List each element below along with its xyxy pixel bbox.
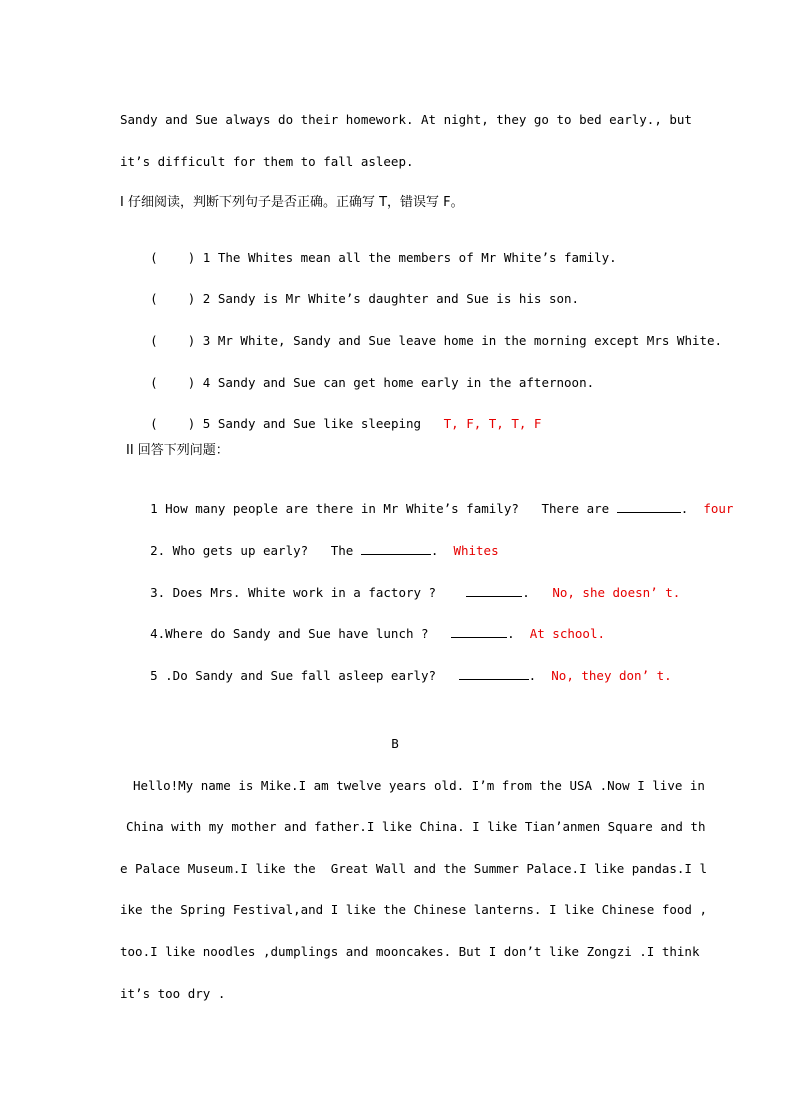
passage-b-line-3: e Palace Museum.I like the Great Wall and the Summer Palace.I like pandas.I l xyxy=(120,861,707,876)
answer-key: No, she doesn’ t. xyxy=(552,584,681,600)
question-2 xyxy=(120,530,499,570)
question-text: 1 How many people are there in Mr White’s family? xyxy=(150,500,519,516)
answer-period: . xyxy=(528,667,537,683)
question-5 xyxy=(120,655,672,695)
answer-bracket[interactable]: ( ) xyxy=(150,332,196,348)
answer-period: . xyxy=(430,542,439,558)
section-i-heading: I 仔细阅读，判断下列句子是否正确。正确写 T，错误写 F。 xyxy=(120,195,464,210)
answer-key: At school. xyxy=(529,625,605,641)
passage-b-title: B xyxy=(391,736,399,751)
question-text: 3. Does Mrs. White work in a factory ? xyxy=(150,584,437,600)
passage-b-line-5: too.I like noodles ,dumplings and mooncakes. But I don’t like Zongzi .I think xyxy=(120,944,700,959)
question-text: 2. Who gets up early? xyxy=(150,542,309,558)
answer-period: . xyxy=(522,584,530,600)
answer-prefix: The xyxy=(330,542,354,558)
question-text: 5 .Do Sandy and Sue fall asleep early? xyxy=(150,667,437,683)
judge-item-3 xyxy=(120,322,722,360)
passage-b-line-1: Hello!My name is Mike.I am twelve years old. I’m from the USA .Now I live in xyxy=(133,778,705,793)
passage-a-line-2: it’s difficult for them to fall asleep. xyxy=(120,154,414,169)
passage-a-line-1: Sandy and Sue always do their homework. At night, they go to bed early., but xyxy=(120,112,692,127)
judge-statement: 4 Sandy and Sue can get home early in the afternoon. xyxy=(202,374,595,390)
answer-blank[interactable] xyxy=(466,585,522,597)
judge-item-4 xyxy=(120,364,594,402)
judge-statement: 5 Sandy and Sue like sleeping xyxy=(202,415,422,431)
judge-item-2 xyxy=(120,280,579,318)
answer-prefix: There are xyxy=(541,500,610,516)
answer-blank[interactable] xyxy=(459,668,529,680)
answer-blank[interactable] xyxy=(451,626,507,638)
answer-key: four xyxy=(703,500,734,516)
judge-answers: T, F, T, T, F xyxy=(443,415,542,431)
answer-key: Whites xyxy=(453,542,499,558)
answer-bracket[interactable]: ( ) xyxy=(150,249,196,265)
question-1 xyxy=(120,488,733,528)
judge-statement: 2 Sandy is Mr White’s daughter and Sue is his son. xyxy=(202,290,580,306)
section-ii-heading: II 回答下列问题： xyxy=(126,443,229,458)
passage-b-line-6: it’s too dry . xyxy=(120,986,226,1001)
question-4 xyxy=(120,613,605,653)
question-3 xyxy=(120,572,680,612)
passage-b-line-4: ike the Spring Festival,and I like the Chinese lanterns. I like Chinese food , xyxy=(120,902,707,917)
judge-statement: 3 Mr White, Sandy and Sue leave home in the morning except Mrs White. xyxy=(202,332,723,348)
passage-b-line-2: China with my mother and father.I like China. I like Tian’anmen Square and th xyxy=(126,819,706,834)
answer-blank[interactable] xyxy=(617,501,681,513)
answer-period: . xyxy=(680,500,689,516)
judge-item-1 xyxy=(120,239,617,277)
question-text: 4.Where do Sandy and Sue have lunch ? xyxy=(150,625,429,641)
answer-period: . xyxy=(507,625,515,641)
judge-statement: 1 The Whites mean all the members of Mr White’s family. xyxy=(202,249,617,265)
answer-bracket[interactable]: ( ) xyxy=(150,374,196,390)
answer-blank[interactable] xyxy=(361,543,431,555)
answer-bracket[interactable]: ( ) xyxy=(150,415,196,431)
answer-key: No, they don’ t. xyxy=(551,667,672,683)
judge-item-5 xyxy=(120,405,541,443)
answer-bracket[interactable]: ( ) xyxy=(150,290,196,306)
